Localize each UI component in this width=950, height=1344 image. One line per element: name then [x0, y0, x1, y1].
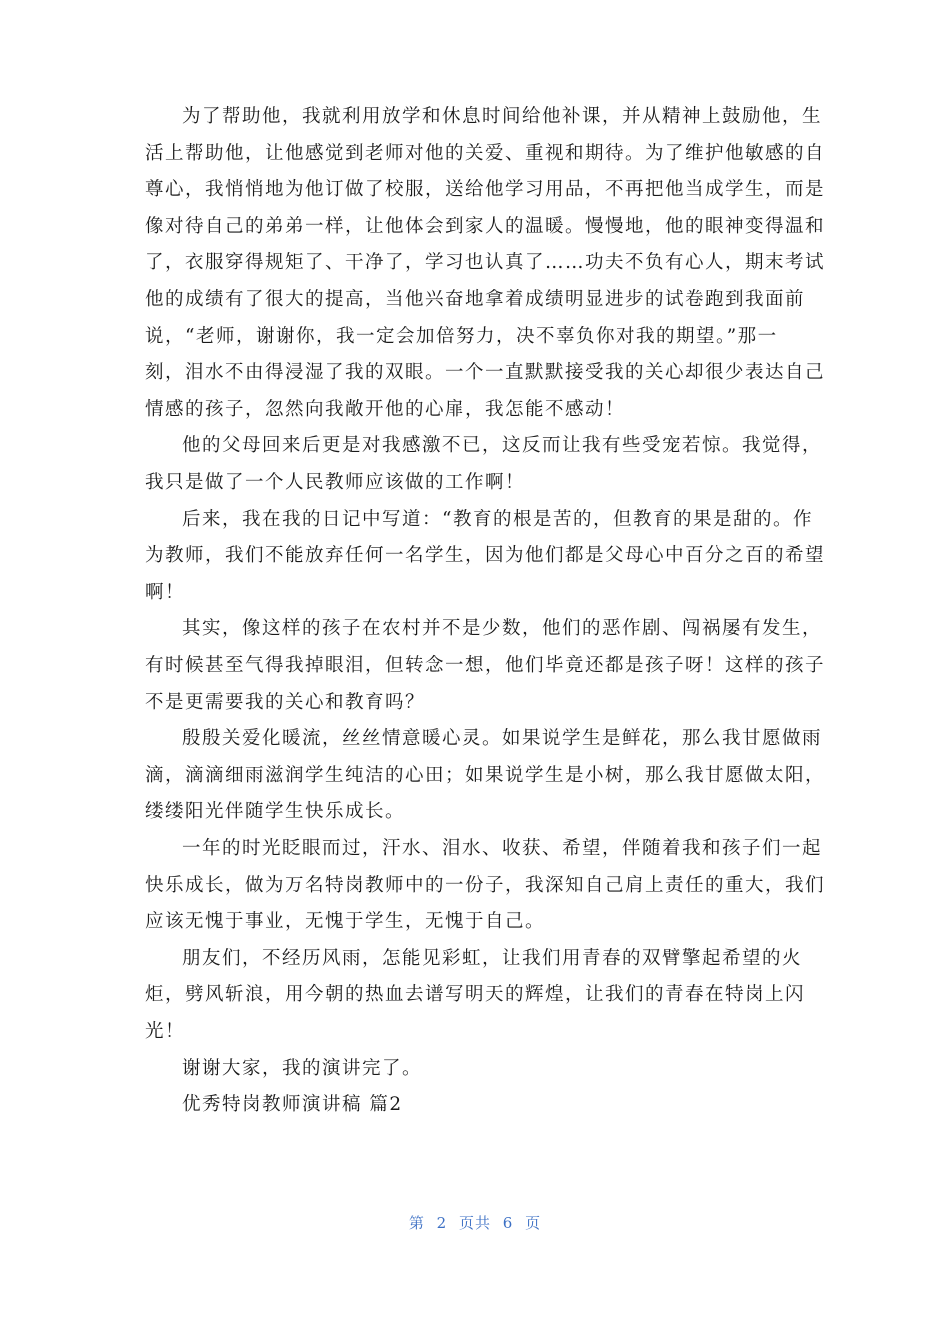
- page-footer: 第 2 页共 6 页: [408, 1214, 542, 1232]
- paragraph-line: 有时候甚至气得我掉眼泪，但转念一想，他们毕竟还都是孩子呀！这样的孩子: [145, 655, 826, 676]
- paragraph-line: 他的成绩有了很大的提高，当他兴奋地拿着成绩明显进步的试卷跑到我面前: [145, 289, 806, 310]
- paragraph-line: 说，“老师，谢谢你，我一定会加倍努力，决不辜负你对我的期望。”那一: [145, 325, 778, 347]
- paragraph-first-line: 为了帮助他，我就利用放学和休息时间给他补课，并从精神上鼓励他，生: [182, 106, 823, 127]
- paragraph-first-line: 谢谢大家，我的演讲完了。: [182, 1057, 423, 1079]
- paragraph-line: 为教师，我们不能放弃任何一名学生，因为他们都是父母心中百分之百的希望: [145, 545, 826, 567]
- paragraph-line: 应该无愧于事业，无愧于学生，无愧于自己。: [145, 911, 546, 933]
- paragraph-first-line: 后来，我在我的日记中写道：“教育的根是苦的，但教育的果是甜的。作: [182, 508, 813, 530]
- paragraph-line: 啊！: [145, 581, 186, 603]
- paragraph-first-line: 其实，像这样的孩子在农村并不是少数，他们的恶作剧、闯祸屡有发生，: [182, 618, 823, 640]
- paragraph-line: 快乐成长，做为万名特岗教师中的一份子，我深知自己肩上责任的重大，我们: [145, 874, 826, 896]
- paragraph-line: 情感的孩子，忽然向我敞开他的心扉，我怎能不感动！: [145, 398, 626, 420]
- paragraph-line: 滴，滴滴细雨滋润学生纯洁的心田；如果说学生是小树，那么我甘愿做太阳，: [145, 764, 826, 786]
- paragraph-first-line: 朋友们，不经历风雨，怎能见彩虹，让我们用青春的双臂擎起希望的火: [182, 947, 803, 969]
- paragraph-first-line: 殷殷关爱化暖流，丝丝情意暖心灵。如果说学生是鲜花，那么我甘愿做雨: [182, 728, 823, 750]
- paragraph-line: 尊心，我悄悄地为他订做了校服，送给他学习用品，不再把他当成学生，而是: [145, 179, 826, 201]
- paragraph-line: 了，衣服穿得规矩了、干净了，学习也认真了……功夫不负有心人，期末考试: [145, 252, 826, 274]
- paragraph-first-line: 一年的时光眨眼而过，汗水、泪水、收获、希望，伴随着我和孩子们一起: [182, 838, 823, 859]
- paragraph-line: 像对待自己的弟弟一样，让他体会到家人的温暖。慢慢地，他的眼神变得温和: [145, 215, 826, 237]
- paragraph-first-line: 他的父母回来后更是对我感激不已，这反而让我有些受宠若惊。我觉得，: [182, 435, 823, 457]
- paragraph-line: 炬，劈风斩浪，用今朝的热血去谱写明天的辉煌，让我们的青春在特岗上闪: [145, 984, 806, 1006]
- paragraph-line: 我只是做了一个人民教师应该做的工作啊！: [145, 472, 526, 493]
- paragraph-line: 光！: [145, 1021, 186, 1042]
- paragraph-first-line: 优秀特岗教师演讲稿 篇2: [182, 1094, 403, 1116]
- paragraph-line: 不是更需要我的关心和教育吗？: [145, 691, 426, 713]
- paragraph-line: 刻，泪水不由得浸湿了我的双眼。一个一直默默接受我的关心却很少表达自己: [145, 362, 826, 384]
- paragraph-line: 缕缕阳光伴随学生快乐成长。: [145, 801, 406, 823]
- paragraph-line: 活上帮助他，让他感觉到老师对他的关爱、重视和期待。为了维护他敏感的自: [145, 142, 826, 164]
